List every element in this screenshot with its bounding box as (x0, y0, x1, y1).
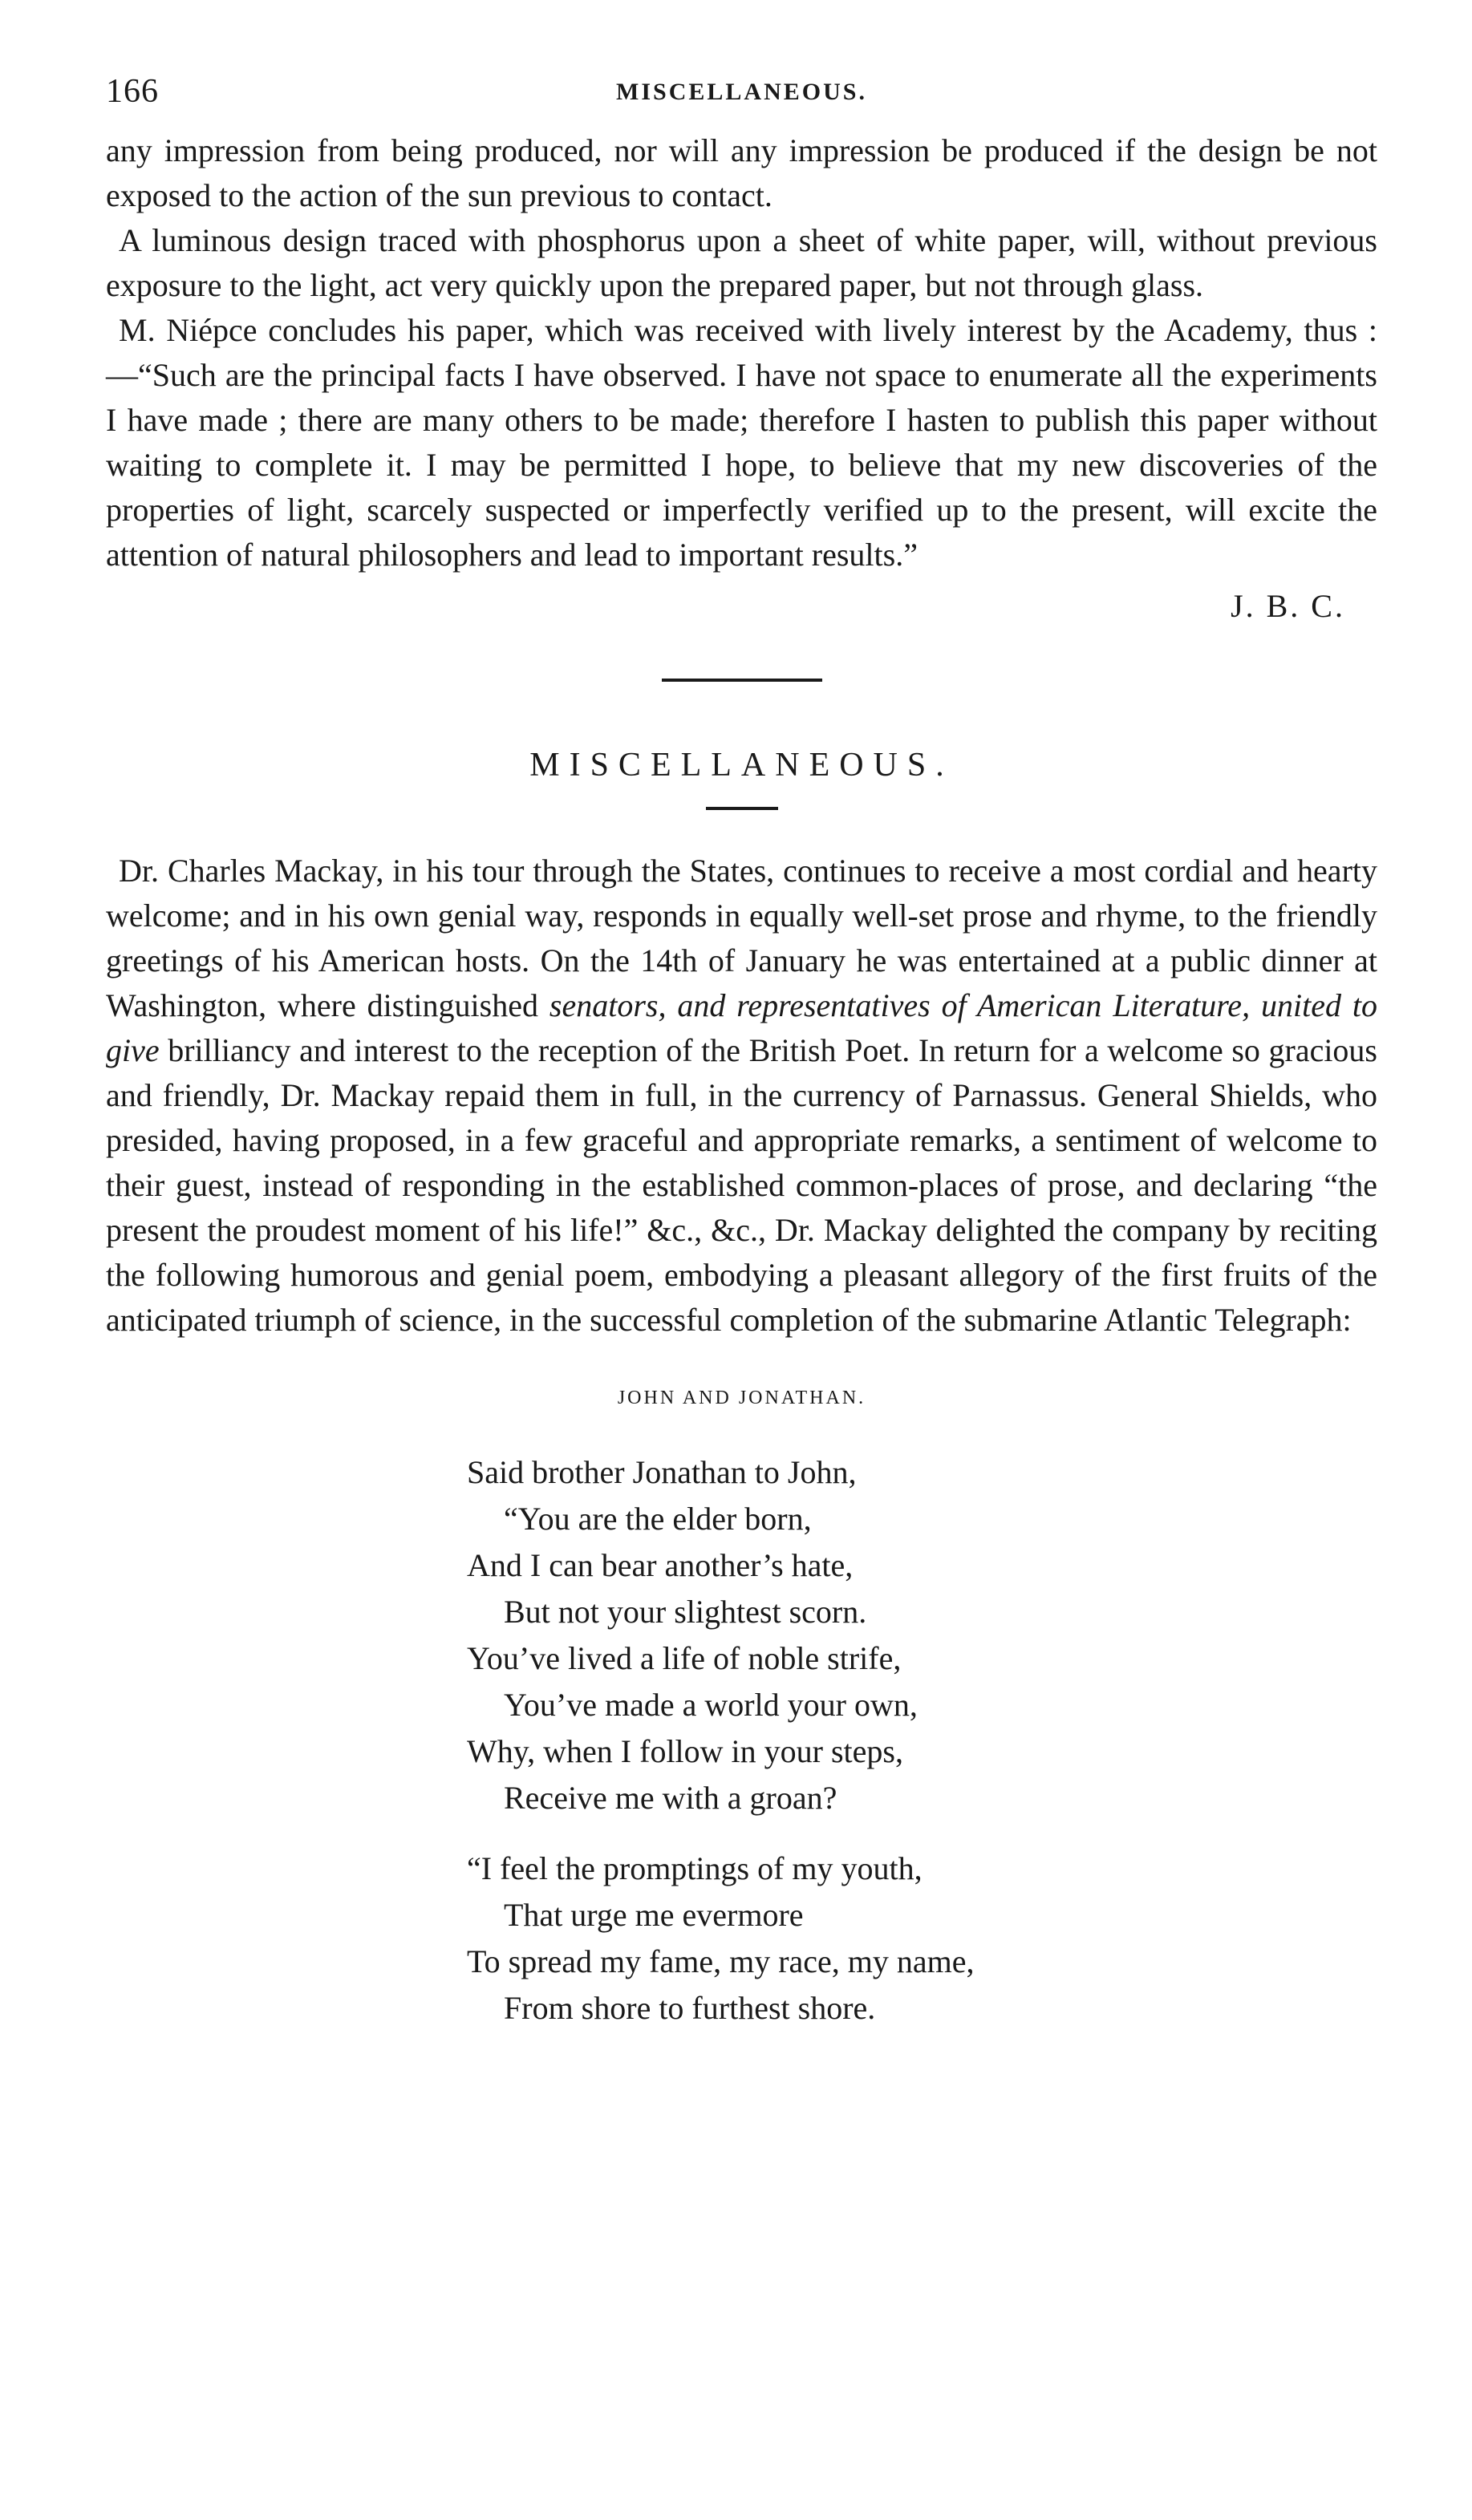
poem-stanza (467, 1845, 1377, 2032)
poem-line: You’ve lived a life of noble strife, (467, 1640, 902, 1676)
intro-italic-text: senators, and representatives of American Literature, united to give (106, 987, 1377, 1068)
poem-line: From shore to furthest shore. (504, 1990, 876, 2026)
running-head (106, 72, 1377, 128)
section-divider (662, 679, 822, 682)
poem-line: You’ve made a world your own, (504, 1687, 918, 1723)
poem-line: But not your slightest scorn. (504, 1594, 867, 1630)
book-page (106, 72, 1377, 2056)
article-paragraph: M. Niépce concludes his paper, which was received with lively interest by the Academy, thus :—“Such are the principal facts I have observed. I have not space to enumerate all the experiments I have made ; there are many others to be made; therefore I hasten to publish this paper without waiting to complete it. I may be permitted I hope, to believe that my new discoveries of the properties of light, scarcely suspected or imperfectly verified up to the present, will excite the attention of natural philosophers and lead to important results.” (106, 312, 1377, 573)
page-number: 166 (106, 73, 159, 110)
poem-line: Said brother Jonathan to John, (467, 1454, 857, 1490)
poem (467, 1449, 1377, 2032)
poem-line: That urge me evermore (504, 1897, 804, 1933)
poem-line: “You are the elder born, (504, 1501, 812, 1537)
poem-title: JOHN AND JONATHAN. (617, 1388, 866, 1408)
author-signature: J. B. C. (1231, 588, 1345, 624)
intro-text: brilliancy and interest to the reception of the British Poet. In return for a welcome so gracious and friendly, Dr. Mackay repaid them in full, in the currency of Parnassus. General Shields, who presided, having proposed, in a few graceful and appropriate remarks, a sentiment of welcome to their guest, instead of responding in the established common-places of prose, and declaring “the present the proudest moment of his life!” &c., &c., Dr. Mackay delighted the company by reciting the following humorous and genial poem, embodying a pleasant allegory of the first fruits of the anticipated triumph of science, in the successful completion of the submarine Atlantic Telegraph: (106, 1032, 1377, 1338)
intro-text: Dr. Charles Mackay, in his tour through the States, continues to receive a most cordial and hearty welcome; and in his own genial way, responds in equally well-set prose and rhyme, to the friendly greetings of his American hosts. On the 14th of January he was entertained at a public dinner at Washington, where distinguished (106, 853, 1377, 1023)
article-paragraph: any impression from being produced, nor will any impression be produced if the design be not exposed to the action of the sun previous to contact. (106, 132, 1377, 213)
poem-line: To spread my fame, my race, my name, (467, 1943, 975, 1979)
section-title: MISCELLANEOUS. (529, 747, 954, 784)
section-intro-paragraph (106, 849, 1377, 1343)
title-underline (706, 807, 778, 810)
poem-line: Receive me with a groan? (504, 1780, 837, 1816)
poem-line: Why, when I follow in your steps, (467, 1733, 903, 1769)
poem-stanza (467, 1449, 1377, 1821)
running-title: MISCELLANEOUS. (616, 79, 867, 105)
poem-line: “I feel the promptings of my youth, (467, 1850, 923, 1886)
poem-line: And I can bear another’s hate, (467, 1547, 854, 1583)
article-paragraph: A luminous design traced with phosphorus upon a sheet of white paper, will, without previous exposure to the light, act very quickly upon the prepared paper, but not through glass. (106, 222, 1377, 303)
